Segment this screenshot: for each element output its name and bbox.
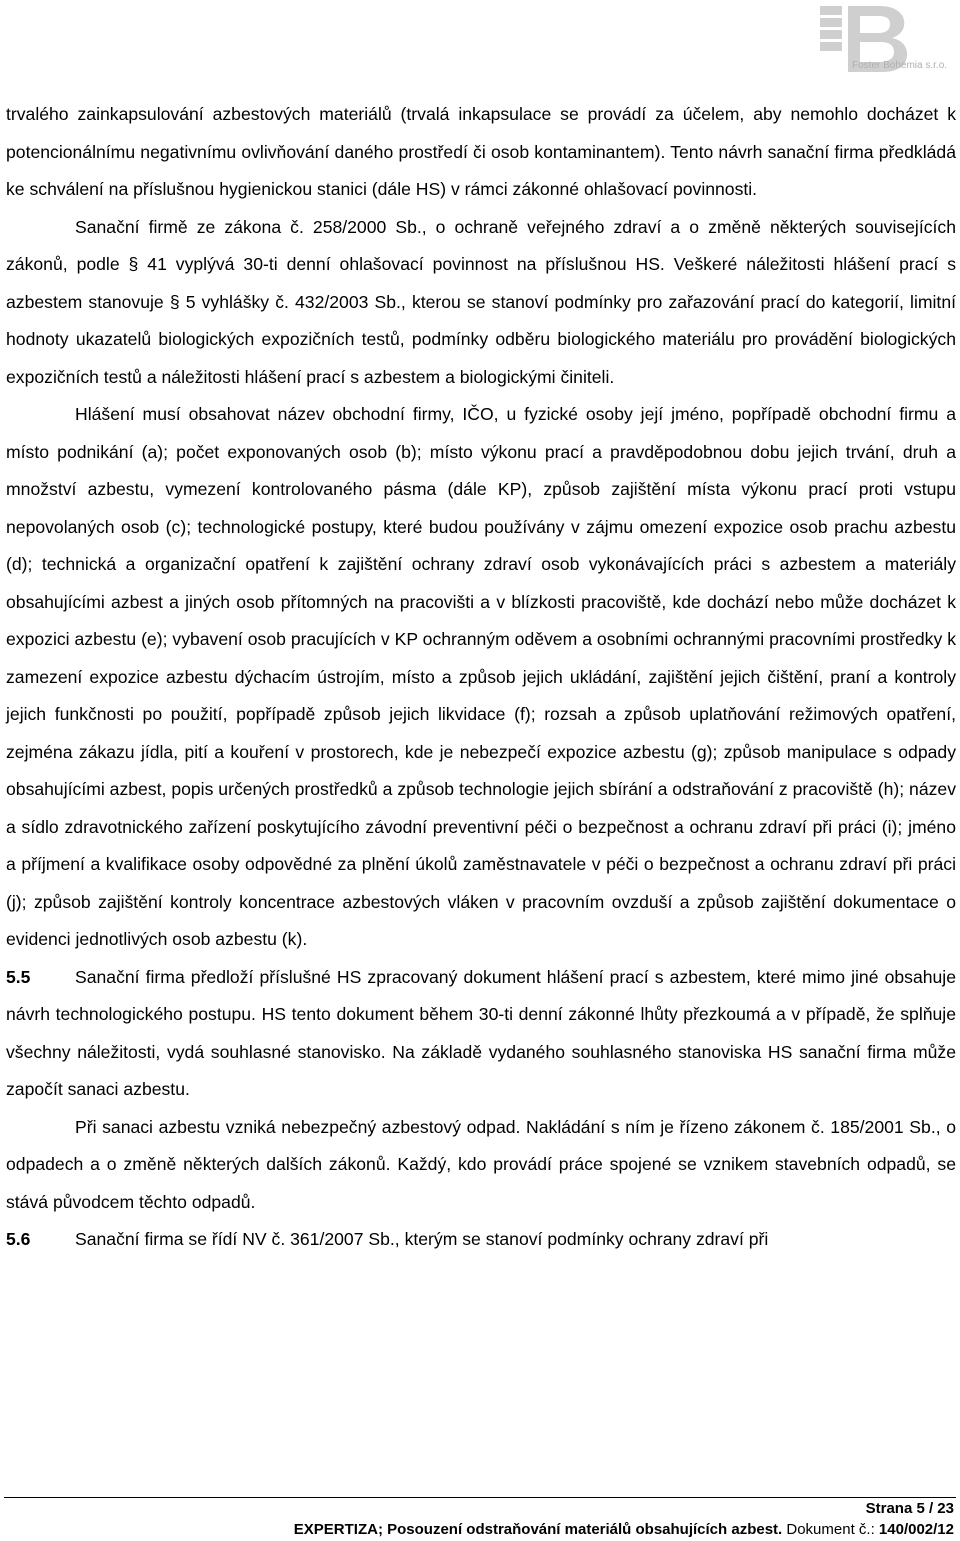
section-number: 5.5 (6, 966, 31, 987)
document-title: EXPERTIZA; Posouzení odstraňování materiálů obsahujících azbest. (293, 1521, 783, 1538)
footer-divider (4, 1497, 956, 1498)
logo-caption: Foster Bohemia s.r.o. (852, 60, 948, 71)
paragraph: Při sanaci azbestu vzniká nebezpečný azbestový odpad. Nakládání s ním je řízeno zákonem č. 185/2001 Sb., o odpadech a o změně některých dalších zákonů. Každý, kdo provádí práce spojené se vznikem stavebních odpadů, se stává původcem těchto odpadů. (6, 1116, 956, 1212)
document-number-label: Dokument č.: (782, 1521, 879, 1538)
section-5-5 (6, 959, 956, 1109)
document-number: 140/002/12 (878, 1521, 954, 1538)
footer-document-info (294, 1521, 954, 1538)
document-body (6, 96, 956, 1259)
paragraph: Sanační firmě ze zákona č. 258/2000 Sb., o ochraně veřejného zdraví a o změně některých souvisejících zákonů, podle § 41 vyplývá 30-ti denní ohlašovací povinnost na příslušnou HS. Veškeré náležitosti hlášení prací s azbestem stanovuje § 5 vyhlášky č. 432/2003 Sb., kterou se stanoví podmínky pro zařazování prací do kategorií, limitní hodnoty ukazatelů biologických expozičních testů, podmínky odběru biologického materiálu pro provádění biologických expozičních testů a náležitosti hlášení prací s azbestem a biologickými činiteli. (6, 216, 956, 387)
page-number: Strana 5 / 23 (865, 1500, 954, 1517)
section-number: 5.6 (6, 1229, 31, 1249)
paragraph: trvalého zainkapsulování azbestových materiálů (trvalá inkapsulace se provádí za účelem, aby nemohlo docházet k potencionálnímu negativnímu ovlivňování daného prostředí či osob kontaminantem). Tento návrh sanační firma předkládá ke schválení na příslušnou hygienickou stanici (dále HS) v rámci zákonné ohlašovací povinnosti. (6, 104, 956, 199)
section-text: Sanační firma se řídí NV č. 361/2007 Sb., kterým se stanoví podmínky ochrany zdraví při (75, 1229, 769, 1249)
paragraph: Hlášení musí obsahovat název obchodní firmy, IČO, u fyzické osoby její jméno, popřípadě obchodní firmu a místo podnikání (a); počet exponovaných osob (b); místo výkonu prací a pravděpodobnou dobu jejich trvání, druh a množství azbestu, vymezení kontrolovaného pásma (dále KP), způsob zajištění místa výkonu prací proti vstupu nepovolaných osob (c); technologické postupy, které budou používány v zájmu omezení expozice osob prachu azbestu (d); technická a organizační opatření k zajištění ochrany zdraví osob vykonávajících práci s azbestem a materiály obsahujícími azbest a jiných osob přítomných na pracovišti a v blízkosti pracoviště, kde dochází nebo může docházet k expozici azbestu (e); vybavení osob pracujících v KP ochranným oděvem a osobními ochrannými pracovními prostředky k zamezení expozice azbestu dýchacím ústrojím, místo a způsob jejich ukládání, zajištění jejich čištění, praní a kontroly jejich funkčnosti po použití, popřípadě způsob jejich likvidace (f); rozsah a způsob uplatňování režimových opatření, zejména zákazu jídla, pití a kouření v prostorech, kde je nebezpečí expozice azbestu (g); způsob manipulace s odpady obsahujícími azbest, popis určených prostředků a způsob technologie jejich sbírání a odstraňování z pracoviště (h); název a sídlo zdravotnického zařízení poskytujícího závodní preventivní péči o bezpečnost a ochranu zdraví při práci (i); jméno a příjmení a kvalifikace osoby odpovědné za plnění úkolů zaměstnavatele v péči o bezpečnost a ochranu zdraví při práci (j); způsob zajištění kontroly koncentrace azbestových vláken v pracovním ovzduší a způsob zajištění dokumentace o evidenci jednotlivých osob azbestu (k). (6, 404, 956, 949)
section-text: Sanační firma předloží příslušné HS zpracovaný dokument hlášení prací s azbestem, které mimo jiné obsahuje návrh technologického postupu. HS tento dokument během 30-ti denní zákonné lhůty přezkoumá a v případě, že splňuje všechny náležitosti, vydá souhlasné stanovisko. Na základě vydaného souhlasného stanoviska HS sanační firma může započít sanaci azbestu. (6, 966, 956, 1099)
section-5-6 (6, 1221, 956, 1259)
